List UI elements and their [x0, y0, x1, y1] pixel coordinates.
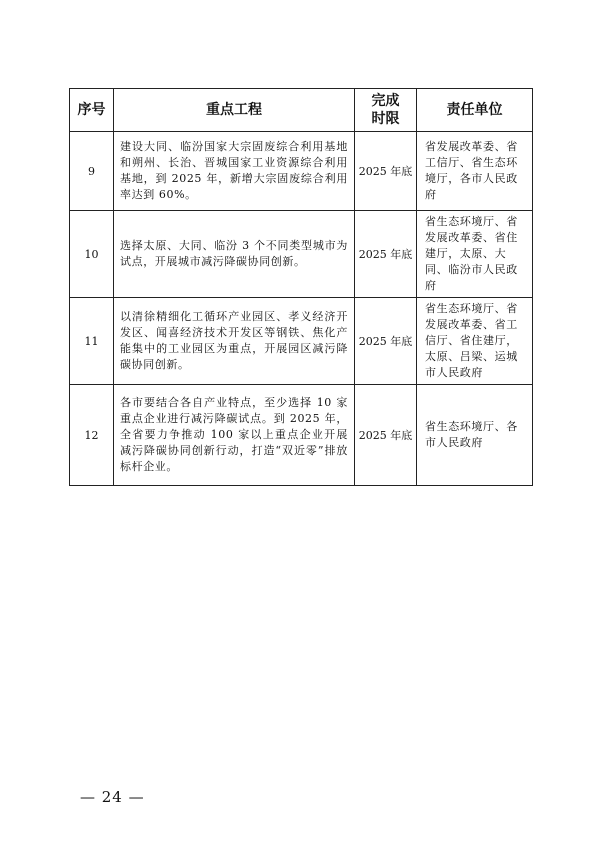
row-deadline: 2025 年底: [355, 385, 417, 486]
header-unit: 责任单位: [417, 89, 533, 132]
row-responsible-unit: 省发展改革委、省工信厅、省生态环境厅，各市人民政府: [417, 132, 533, 211]
row-project: 选择太原、大同、临汾 3 个不同类型城市为试点，开展城市减污降碳协同创新。: [114, 211, 355, 298]
row-number: 10: [70, 211, 114, 298]
row-number: 11: [70, 298, 114, 385]
header-project: 重点工程: [114, 89, 355, 132]
header-time: 完成 时限: [355, 89, 417, 132]
table-row: [70, 132, 533, 211]
table-row: [70, 385, 533, 486]
row-deadline: 2025 年底: [355, 298, 417, 385]
header-no: 序号: [70, 89, 114, 132]
row-project: 建设大同、临汾国家大宗固废综合利用基地和朔州、长治、晋城国家工业资源综合利用基地，到 2025 年，新增大宗固废综合利用率达到 60%。: [114, 132, 355, 211]
table-row: [70, 298, 533, 385]
key-projects-table: [69, 88, 533, 486]
row-number: 12: [70, 385, 114, 486]
page-number: — 24 —: [80, 788, 145, 806]
table-header-row: [70, 89, 533, 132]
row-responsible-unit: 省生态环境厅、各市人民政府: [417, 385, 533, 486]
row-project: 各市要结合各自产业特点，至少选择 10 家重点企业进行减污降碳试点。到 2025 年，全省要力争推动 100 家以上重点企业开展减污降碳协同创新行动，打造“双近零”排放标杆企业。: [114, 385, 355, 486]
row-deadline: 2025 年底: [355, 211, 417, 298]
row-project: 以清徐精细化工循环产业园区、孝义经济开发区、闻喜经济技术开发区等钢铁、焦化产能集中的工业园区为重点，开展园区减污降碳协同创新。: [114, 298, 355, 385]
row-responsible-unit: 省生态环境厅、省发展改革委、省工信厅、省住建厅，太原、吕梁、运城市人民政府: [417, 298, 533, 385]
row-deadline: 2025 年底: [355, 132, 417, 211]
table-row: [70, 211, 533, 298]
row-number: 9: [70, 132, 114, 211]
row-responsible-unit: 省生态环境厅、省发展改革委、省住建厅，太原、大同、临汾市人民政府: [417, 211, 533, 298]
